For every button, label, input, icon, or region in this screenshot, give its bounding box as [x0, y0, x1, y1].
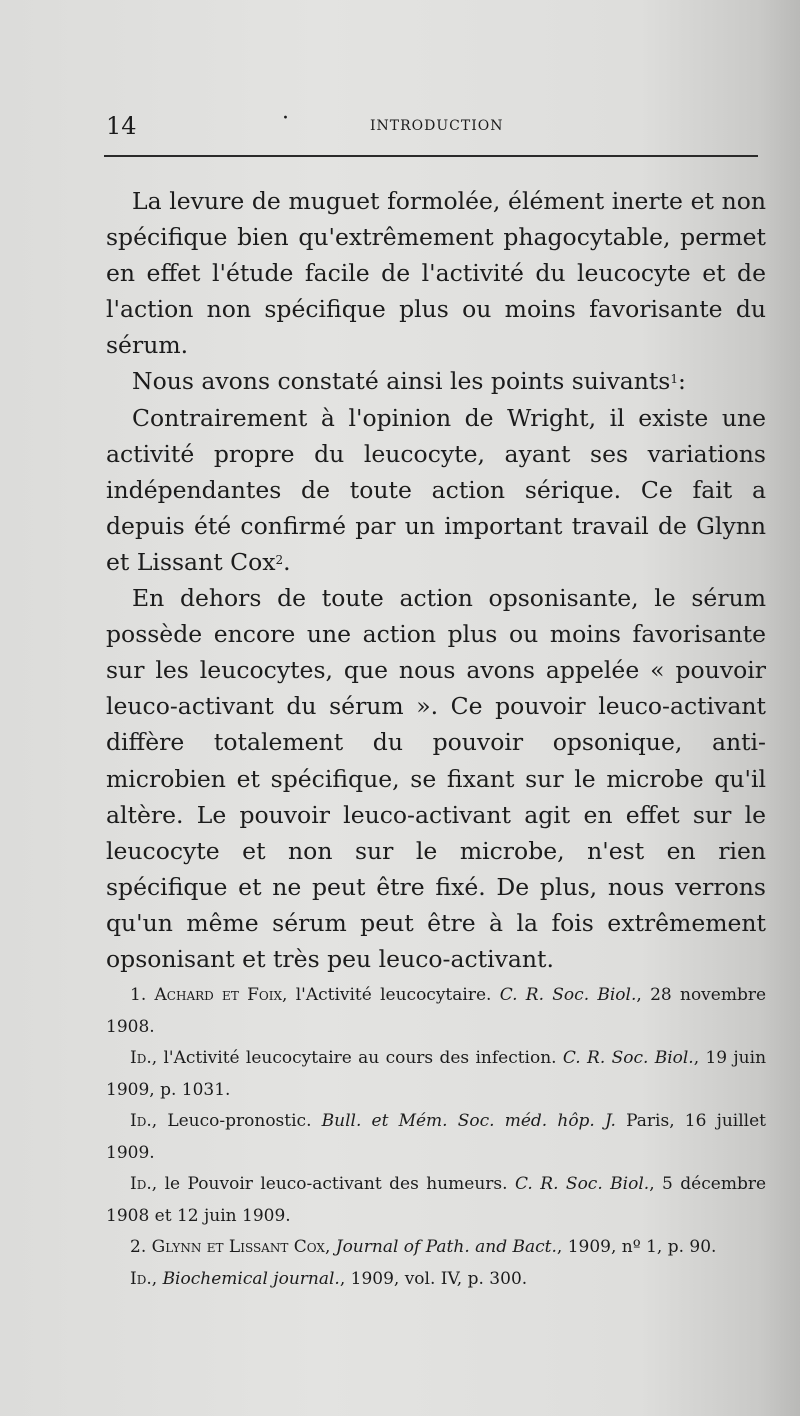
footnote-journal: C. R. Soc. Biol.	[499, 985, 637, 1005]
paragraph: En dehors de toute action opsonisante, le sérum possède encore une action plus ou moins favorisante sur les leucocytes, que nous avons appelée « pouvoir leuco-activant du sérum ». Ce pouvoir leuco-activant diffère totalement du pouvoir opsonique, anti-microbien et spécifique, se fixant sur le microbe qu'il altère. Le pouvoir leuco-activant agit en effet sur le leucocyte et non sur le microbe, n'est en rien spécifique et ne peut être fixé. De plus, nous verrons qu'un même sérum peut être à la fois extrêmement opsonisant et très peu leuco-activant.	[106, 584, 766, 973]
footnote	[106, 1169, 766, 1232]
running-head: INTRODUCTION	[370, 118, 504, 134]
header-rule	[104, 155, 758, 157]
paragraph-text: Nous avons constaté ainsi les points suivants	[132, 367, 671, 396]
footnote	[106, 1043, 766, 1106]
paragraph	[106, 400, 766, 580]
footnote-text: , l'Activité leucocytaire.	[282, 985, 500, 1005]
note-ref: 2	[275, 552, 284, 567]
page-header	[106, 106, 756, 142]
paragraph-text: .	[283, 547, 291, 576]
footnote-date: Paris, 16 juillet 1909.	[106, 1111, 766, 1163]
footnote-text: , Leuco-pronostic.	[151, 1111, 322, 1131]
paragraph-text: Contrairement à l'opinion de Wright, il existe une activité propre du leucocyte, ayant ses variations indépendantes de toute action sérique. Ce fait a depuis été confirmé par un important travail de Glynn et Lissant Cox	[106, 403, 766, 576]
footnote-date: , 1909, nº 1, p. 90.	[556, 1237, 717, 1257]
paragraph: La levure de muguet formolée, élément inerte et non spécifique bien qu'extrêmement phagocytable, permet en effet l'étude facile de l'activité du leucocyte et de l'action non spécifique plus ou moins favorisante du sérum.	[106, 187, 766, 360]
footnote	[106, 1232, 766, 1264]
footnote-date: , 28 novembre 1908.	[106, 985, 767, 1037]
footnote-journal: Biochemical journal.	[162, 1268, 340, 1289]
footnote-date: , 1909, vol. IV, p. 300.	[339, 1268, 528, 1289]
footnote	[106, 1264, 766, 1296]
footnotes	[106, 980, 766, 1295]
footnote-number: Id.	[130, 1174, 152, 1194]
note-ref: 1	[670, 372, 679, 387]
footnote-text: , le Pouvoir leuco-activant des humeurs.	[151, 1174, 516, 1194]
footnote-authors: Glynn et Lissant Cox	[151, 1237, 325, 1257]
footnote-number: 2.	[130, 1237, 147, 1257]
footnote-date: , 5 décembre 1908 et 12 juin 1909.	[106, 1174, 767, 1226]
footnote-authors: Achard et Foix	[154, 985, 283, 1005]
paragraph	[106, 363, 766, 399]
page-number: 14	[106, 112, 137, 140]
footnote-journal: C. R. Soc. Biol.	[515, 1174, 650, 1194]
footnote-number: Id.	[130, 1268, 152, 1289]
paragraph-text: :	[678, 367, 686, 396]
footnote	[106, 1106, 766, 1169]
footnote-text: , l'Activité leucocytaire au cours des infection.	[151, 1048, 563, 1068]
footnote-journal: Bull. et Mém. Soc. méd. hôp. J.	[321, 1111, 616, 1131]
footnote-date: , 19 juin 1909, p. 1031.	[106, 1048, 767, 1100]
footnote-text: ,	[324, 1237, 336, 1257]
footnote-journal: C. R. Soc. Biol.	[562, 1048, 694, 1068]
footnote-number: 1.	[130, 985, 147, 1005]
footnote-journal: Journal of Path. and Bact.	[335, 1237, 557, 1257]
footnote-number: Id.	[130, 1111, 152, 1131]
header-dot: ·	[282, 106, 289, 131]
body-text	[106, 183, 766, 977]
footnote	[106, 980, 766, 1043]
footnote-number: Id.	[130, 1048, 152, 1068]
footnote-text: ,	[151, 1268, 163, 1289]
